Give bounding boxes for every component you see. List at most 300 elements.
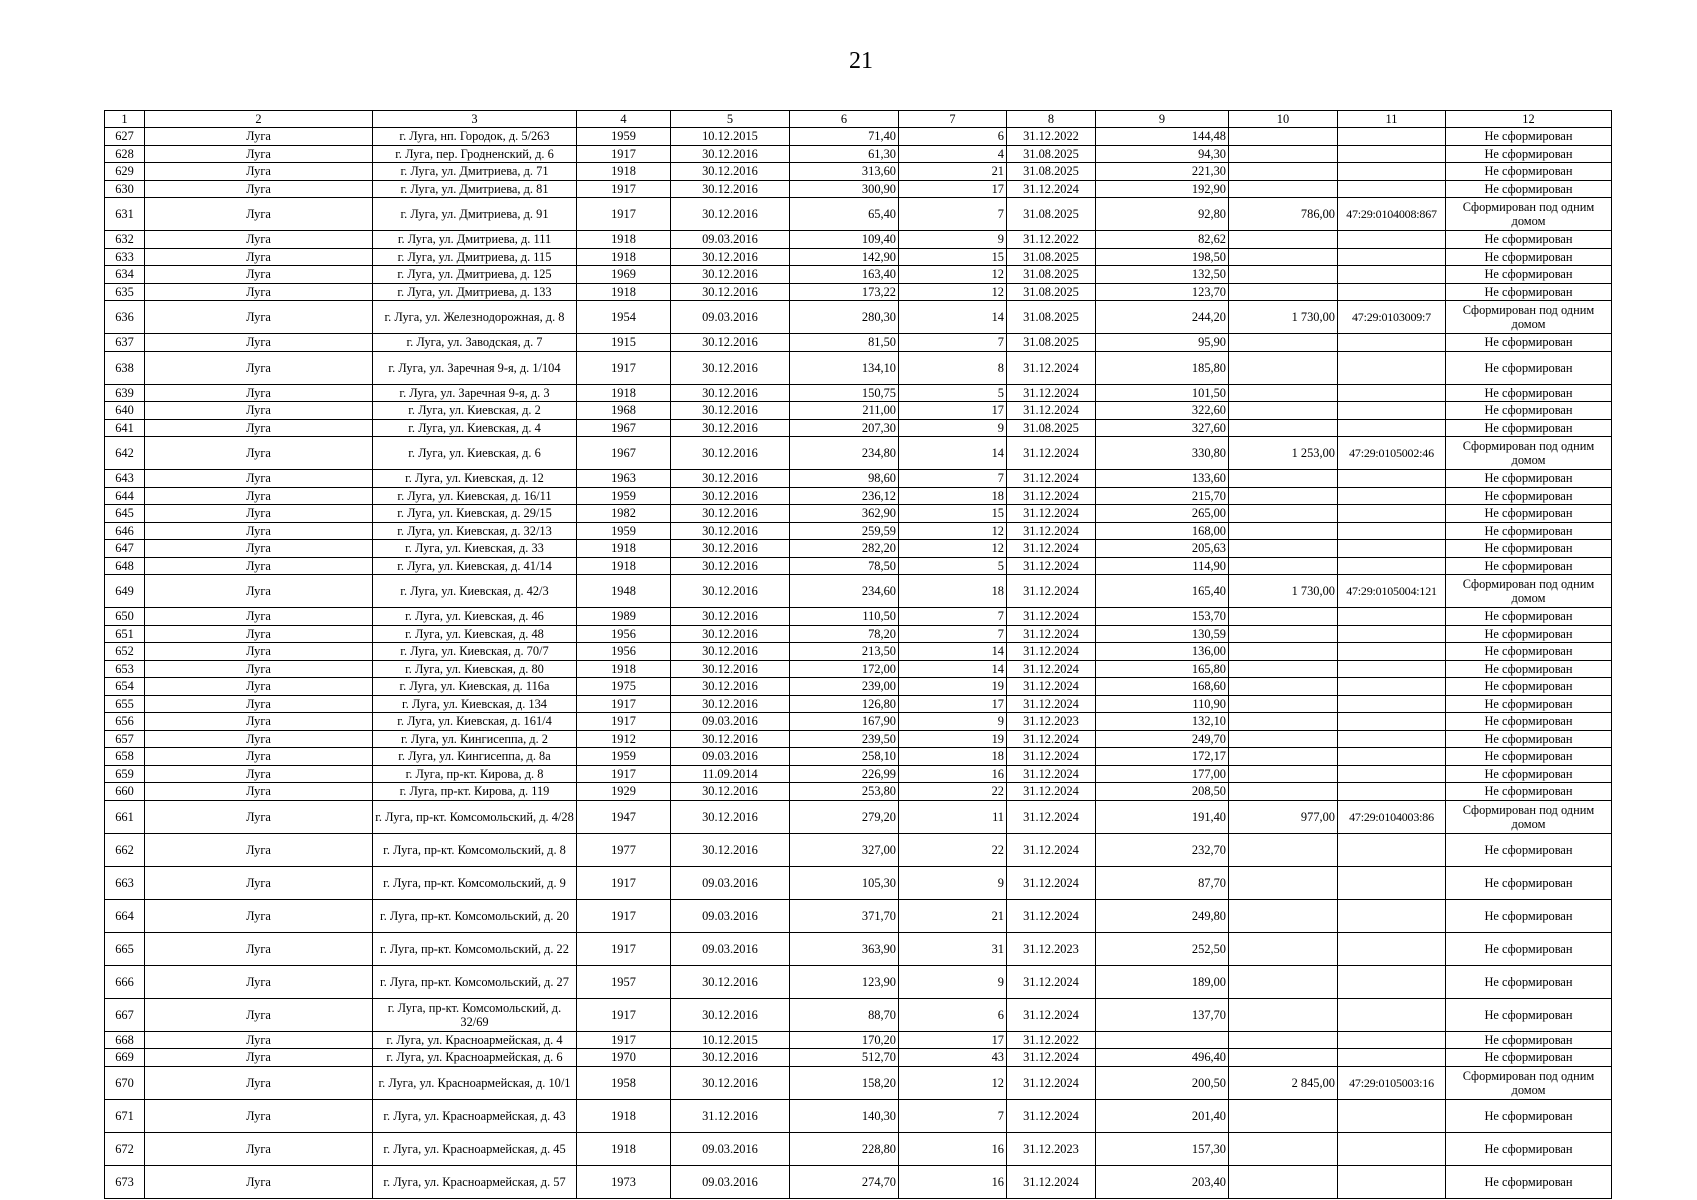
cell-address: г. Луга, ул. Дмитриева, д. 125 [373, 266, 577, 284]
cell-year-built: 1968 [577, 402, 671, 420]
cell-year-built: 1918 [577, 557, 671, 575]
cell-address: г. Луга, ул. Киевская, д. 116а [373, 678, 577, 696]
cell-value: 87,70 [1096, 866, 1229, 899]
cell-land-status: Не сформирован [1446, 1165, 1612, 1198]
cell-row-number: 642 [105, 437, 145, 470]
cell-area: 280,30 [790, 301, 899, 334]
cell-year-built: 1917 [577, 899, 671, 932]
column-header-2: 2 [145, 111, 373, 128]
cell-date: 30.12.2016 [671, 145, 790, 163]
cell-year-built: 1918 [577, 1099, 671, 1132]
cell-settlement: Луга [145, 1132, 373, 1165]
cell-deadline: 31.12.2024 [1007, 402, 1096, 420]
cell-land-area [1229, 643, 1338, 661]
table-row [105, 1099, 1612, 1132]
cell-value: 110,90 [1096, 695, 1229, 713]
cell-count: 5 [899, 557, 1007, 575]
table-row [105, 643, 1612, 661]
cell-land-area [1229, 505, 1338, 523]
cell-count: 18 [899, 575, 1007, 608]
cell-value: 208,50 [1096, 783, 1229, 801]
table-row [105, 1066, 1612, 1099]
cell-cadastral-number [1338, 557, 1446, 575]
cell-area: 228,80 [790, 1132, 899, 1165]
cell-deadline: 31.12.2024 [1007, 540, 1096, 558]
cell-land-area [1229, 231, 1338, 249]
cell-deadline: 31.12.2023 [1007, 713, 1096, 731]
cell-land-status: Не сформирован [1446, 866, 1612, 899]
cell-deadline: 31.12.2024 [1007, 180, 1096, 198]
cell-land-status: Не сформирован [1446, 419, 1612, 437]
cell-address: г. Луга, ул. Киевская, д. 80 [373, 660, 577, 678]
cell-address: г. Луга, ул. Киевская, д. 33 [373, 540, 577, 558]
table-row [105, 437, 1612, 470]
table-row [105, 748, 1612, 766]
cell-land-status: Не сформирован [1446, 625, 1612, 643]
cell-land-status: Не сформирован [1446, 384, 1612, 402]
cell-land-area: 1 730,00 [1229, 575, 1338, 608]
cell-address: г. Луга, ул. Киевская, д. 2 [373, 402, 577, 420]
cell-count: 8 [899, 351, 1007, 384]
cell-cadastral-number [1338, 1031, 1446, 1049]
cell-deadline: 31.12.2024 [1007, 965, 1096, 998]
cell-value: 192,90 [1096, 180, 1229, 198]
cell-address: г. Луга, ул. Красноармейская, д. 57 [373, 1165, 577, 1198]
cell-year-built: 1917 [577, 198, 671, 231]
cell-year-built: 1918 [577, 163, 671, 181]
cell-row-number: 671 [105, 1099, 145, 1132]
cell-count: 9 [899, 419, 1007, 437]
cell-area: 142,90 [790, 248, 899, 266]
cell-area: 134,10 [790, 351, 899, 384]
cell-cadastral-number [1338, 695, 1446, 713]
cell-count: 7 [899, 470, 1007, 488]
table-row [105, 575, 1612, 608]
cell-land-area: 1 253,00 [1229, 437, 1338, 470]
cell-row-number: 635 [105, 283, 145, 301]
cell-date: 30.12.2016 [671, 678, 790, 696]
cell-row-number: 670 [105, 1066, 145, 1099]
cell-row-number: 653 [105, 660, 145, 678]
cell-settlement: Луга [145, 695, 373, 713]
cell-land-status: Не сформирован [1446, 402, 1612, 420]
cell-deadline: 31.12.2024 [1007, 351, 1096, 384]
cell-area: 207,30 [790, 419, 899, 437]
cell-deadline: 31.12.2024 [1007, 625, 1096, 643]
cell-count: 15 [899, 505, 1007, 523]
cell-date: 30.12.2016 [671, 1066, 790, 1099]
cell-count: 12 [899, 540, 1007, 558]
cell-count: 17 [899, 695, 1007, 713]
cell-date: 30.12.2016 [671, 557, 790, 575]
table-row [105, 1165, 1612, 1198]
table-row [105, 487, 1612, 505]
cell-count: 9 [899, 965, 1007, 998]
column-header-6: 6 [790, 111, 899, 128]
cell-deadline: 31.12.2024 [1007, 695, 1096, 713]
cell-row-number: 636 [105, 301, 145, 334]
cell-settlement: Луга [145, 730, 373, 748]
cell-settlement: Луга [145, 833, 373, 866]
cell-row-number: 666 [105, 965, 145, 998]
cell-row-number: 659 [105, 765, 145, 783]
cell-address: г. Луга, ул. Красноармейская, д. 6 [373, 1049, 577, 1067]
cell-date: 30.12.2016 [671, 695, 790, 713]
cell-deadline: 31.08.2025 [1007, 163, 1096, 181]
cell-year-built: 1917 [577, 765, 671, 783]
cell-row-number: 669 [105, 1049, 145, 1067]
cell-land-status: Не сформирован [1446, 505, 1612, 523]
cell-year-built: 1917 [577, 866, 671, 899]
cell-cadastral-number [1338, 1165, 1446, 1198]
cell-land-status: Не сформирован [1446, 833, 1612, 866]
cell-count: 17 [899, 1031, 1007, 1049]
cell-settlement: Луга [145, 783, 373, 801]
cell-cadastral-number [1338, 522, 1446, 540]
cell-date: 30.12.2016 [671, 505, 790, 523]
cell-area: 213,50 [790, 643, 899, 661]
cell-value: 200,50 [1096, 1066, 1229, 1099]
cell-address: г. Луга, ул. Киевская, д. 42/3 [373, 575, 577, 608]
cell-date: 09.03.2016 [671, 748, 790, 766]
table-row [105, 783, 1612, 801]
cell-row-number: 663 [105, 866, 145, 899]
table-row [105, 932, 1612, 965]
table-row [105, 198, 1612, 231]
cell-date: 30.12.2016 [671, 248, 790, 266]
column-header-1: 1 [105, 111, 145, 128]
cell-settlement: Луга [145, 1049, 373, 1067]
cell-settlement: Луга [145, 1066, 373, 1099]
table-row [105, 765, 1612, 783]
cell-cadastral-number: 47:29:0105003:16 [1338, 1066, 1446, 1099]
cell-value: 249,80 [1096, 899, 1229, 932]
cell-land-area [1229, 965, 1338, 998]
cell-address: г. Луга, пр-кт. Комсомольский, д. 8 [373, 833, 577, 866]
cell-count: 16 [899, 765, 1007, 783]
cell-area: 512,70 [790, 1049, 899, 1067]
cell-address: г. Луга, ул. Киевская, д. 48 [373, 625, 577, 643]
cell-address: г. Луга, ул. Киевская, д. 41/14 [373, 557, 577, 575]
cell-land-area [1229, 522, 1338, 540]
cell-row-number: 627 [105, 128, 145, 146]
cell-cadastral-number [1338, 180, 1446, 198]
cell-cadastral-number [1338, 1049, 1446, 1067]
cell-land-status: Не сформирован [1446, 660, 1612, 678]
cell-area: 98,60 [790, 470, 899, 488]
cell-cadastral-number [1338, 765, 1446, 783]
cell-deadline: 31.12.2024 [1007, 1165, 1096, 1198]
cell-address: г. Луга, ул. Дмитриева, д. 71 [373, 163, 577, 181]
cell-row-number: 648 [105, 557, 145, 575]
cell-value: 168,60 [1096, 678, 1229, 696]
cell-row-number: 640 [105, 402, 145, 420]
cell-cadastral-number [1338, 145, 1446, 163]
cell-row-number: 643 [105, 470, 145, 488]
cell-deadline: 31.12.2024 [1007, 998, 1096, 1031]
cell-land-area [1229, 678, 1338, 696]
cell-date: 09.03.2016 [671, 231, 790, 249]
cell-land-area [1229, 748, 1338, 766]
cell-land-area [1229, 1165, 1338, 1198]
cell-value: 201,40 [1096, 1099, 1229, 1132]
cell-land-status: Не сформирован [1446, 998, 1612, 1031]
cell-cadastral-number [1338, 283, 1446, 301]
table-row [105, 384, 1612, 402]
cell-land-area [1229, 384, 1338, 402]
cell-date: 11.09.2014 [671, 765, 790, 783]
cell-date: 30.12.2016 [671, 522, 790, 540]
cell-cadastral-number [1338, 608, 1446, 626]
cell-year-built: 1959 [577, 487, 671, 505]
cell-address: г. Луга, ул. Киевская, д. 134 [373, 695, 577, 713]
cell-row-number: 634 [105, 266, 145, 284]
cell-count: 12 [899, 283, 1007, 301]
table-row [105, 557, 1612, 575]
cell-cadastral-number: 47:29:0105002:46 [1338, 437, 1446, 470]
cell-cadastral-number [1338, 470, 1446, 488]
cell-year-built: 1967 [577, 437, 671, 470]
cell-date: 30.12.2016 [671, 575, 790, 608]
cell-year-built: 1977 [577, 833, 671, 866]
cell-count: 19 [899, 678, 1007, 696]
cell-settlement: Луга [145, 248, 373, 266]
cell-count: 21 [899, 899, 1007, 932]
cell-land-area [1229, 351, 1338, 384]
cell-value: 205,63 [1096, 540, 1229, 558]
cell-year-built: 1917 [577, 998, 671, 1031]
cell-deadline: 31.12.2024 [1007, 608, 1096, 626]
cell-area: 279,20 [790, 800, 899, 833]
cell-land-status: Не сформирован [1446, 643, 1612, 661]
cell-land-area [1229, 730, 1338, 748]
cell-deadline: 31.12.2024 [1007, 643, 1096, 661]
table-row [105, 540, 1612, 558]
cell-land-status: Не сформирован [1446, 932, 1612, 965]
cell-address: г. Луга, ул. Киевская, д. 32/13 [373, 522, 577, 540]
cell-address: г. Луга, ул. Красноармейская, д. 4 [373, 1031, 577, 1049]
cell-land-status: Не сформирован [1446, 783, 1612, 801]
table-row [105, 1031, 1612, 1049]
cell-deadline: 31.12.2024 [1007, 678, 1096, 696]
cell-address: г. Луга, ул. Заречная 9-я, д. 1/104 [373, 351, 577, 384]
cell-value: 215,70 [1096, 487, 1229, 505]
column-header-8: 8 [1007, 111, 1096, 128]
table-row [105, 248, 1612, 266]
cell-count: 9 [899, 713, 1007, 731]
cell-date: 10.12.2015 [671, 1031, 790, 1049]
cell-address: г. Луга, ул. Киевская, д. 161/4 [373, 713, 577, 731]
cell-date: 09.03.2016 [671, 1165, 790, 1198]
cell-row-number: 651 [105, 625, 145, 643]
cell-deadline: 31.08.2025 [1007, 248, 1096, 266]
cell-year-built: 1954 [577, 301, 671, 334]
cell-settlement: Луга [145, 660, 373, 678]
cell-deadline: 31.12.2024 [1007, 1066, 1096, 1099]
cell-settlement: Луга [145, 198, 373, 231]
cell-year-built: 1957 [577, 965, 671, 998]
cell-cadastral-number [1338, 487, 1446, 505]
cell-deadline: 31.12.2024 [1007, 575, 1096, 608]
cell-value: 330,80 [1096, 437, 1229, 470]
cell-count: 7 [899, 334, 1007, 352]
table-row [105, 965, 1612, 998]
cell-address: г. Луга, пр-кт. Комсомольский, д. 22 [373, 932, 577, 965]
table-row [105, 1132, 1612, 1165]
table-row [105, 695, 1612, 713]
cell-count: 5 [899, 384, 1007, 402]
cell-count: 14 [899, 437, 1007, 470]
cell-date: 31.12.2016 [671, 1099, 790, 1132]
cell-value: 249,70 [1096, 730, 1229, 748]
cell-cadastral-number [1338, 932, 1446, 965]
cell-year-built: 1918 [577, 283, 671, 301]
cell-settlement: Луга [145, 713, 373, 731]
cell-cadastral-number [1338, 384, 1446, 402]
cell-address: г. Луга, пр-кт. Комсомольский, д. 27 [373, 965, 577, 998]
cell-year-built: 1917 [577, 351, 671, 384]
cell-year-built: 1918 [577, 384, 671, 402]
cell-deadline: 31.12.2024 [1007, 833, 1096, 866]
cell-year-built: 1918 [577, 248, 671, 266]
cell-area: 274,70 [790, 1165, 899, 1198]
cell-land-area [1229, 833, 1338, 866]
cell-year-built: 1959 [577, 128, 671, 146]
table-row [105, 231, 1612, 249]
table-row [105, 283, 1612, 301]
cell-land-status: Сформирован под одним домом [1446, 301, 1612, 334]
cell-area: 81,50 [790, 334, 899, 352]
cell-address: г. Луга, ул. Киевская, д. 46 [373, 608, 577, 626]
cell-row-number: 657 [105, 730, 145, 748]
cell-value: 265,00 [1096, 505, 1229, 523]
cell-land-status: Сформирован под одним домом [1446, 800, 1612, 833]
cell-settlement: Луга [145, 608, 373, 626]
cell-value: 95,90 [1096, 334, 1229, 352]
cell-value: 101,50 [1096, 384, 1229, 402]
cell-address: г. Луга, пр-кт. Комсомольский, д. 32/69 [373, 998, 577, 1031]
cell-settlement: Луга [145, 283, 373, 301]
cell-row-number: 664 [105, 899, 145, 932]
cell-settlement: Луга [145, 625, 373, 643]
cell-settlement: Луга [145, 1031, 373, 1049]
cell-area: 234,60 [790, 575, 899, 608]
cell-land-status: Не сформирован [1446, 713, 1612, 731]
cell-cadastral-number [1338, 231, 1446, 249]
cell-land-status: Не сформирован [1446, 163, 1612, 181]
cell-cadastral-number [1338, 1132, 1446, 1165]
cell-deadline: 31.12.2024 [1007, 487, 1096, 505]
cell-count: 12 [899, 522, 1007, 540]
cell-settlement: Луга [145, 180, 373, 198]
cell-value: 327,60 [1096, 419, 1229, 437]
cell-date: 30.12.2016 [671, 540, 790, 558]
cell-cadastral-number [1338, 783, 1446, 801]
cell-value: 322,60 [1096, 402, 1229, 420]
cell-year-built: 1967 [577, 419, 671, 437]
cell-date: 30.12.2016 [671, 283, 790, 301]
table-row [105, 899, 1612, 932]
cell-year-built: 1969 [577, 266, 671, 284]
cell-address: г. Луга, ул. Дмитриева, д. 133 [373, 283, 577, 301]
cell-area: 158,20 [790, 1066, 899, 1099]
cell-address: г. Луга, ул. Заречная 9-я, д. 3 [373, 384, 577, 402]
cell-area: 234,80 [790, 437, 899, 470]
cell-land-area [1229, 470, 1338, 488]
cell-settlement: Луга [145, 1099, 373, 1132]
cell-date: 30.12.2016 [671, 402, 790, 420]
cell-address: г. Луга, ул. Киевская, д. 16/11 [373, 487, 577, 505]
cell-address: г. Луга, пр-кт. Комсомольский, д. 4/28 [373, 800, 577, 833]
housing-registry-table [104, 110, 1612, 1199]
cell-land-area [1229, 180, 1338, 198]
table-row [105, 625, 1612, 643]
cell-deadline: 31.12.2024 [1007, 384, 1096, 402]
cell-area: 362,90 [790, 505, 899, 523]
cell-cadastral-number [1338, 998, 1446, 1031]
cell-area: 163,40 [790, 266, 899, 284]
cell-value [1096, 1031, 1229, 1049]
cell-year-built: 1917 [577, 145, 671, 163]
cell-year-built: 1929 [577, 783, 671, 801]
column-header-11: 11 [1338, 111, 1446, 128]
cell-cadastral-number [1338, 748, 1446, 766]
cell-area: 105,30 [790, 866, 899, 899]
column-header-9: 9 [1096, 111, 1229, 128]
cell-value: 92,80 [1096, 198, 1229, 231]
cell-year-built: 1917 [577, 932, 671, 965]
cell-cadastral-number [1338, 678, 1446, 696]
cell-count: 17 [899, 402, 1007, 420]
cell-count: 7 [899, 625, 1007, 643]
cell-year-built: 1912 [577, 730, 671, 748]
cell-settlement: Луга [145, 437, 373, 470]
cell-settlement: Луга [145, 765, 373, 783]
cell-cadastral-number: 47:29:0104008:867 [1338, 198, 1446, 231]
cell-deadline: 31.12.2024 [1007, 748, 1096, 766]
cell-land-status: Не сформирован [1446, 128, 1612, 146]
cell-count: 9 [899, 866, 1007, 899]
cell-deadline: 31.12.2022 [1007, 231, 1096, 249]
cell-date: 09.03.2016 [671, 713, 790, 731]
cell-count: 4 [899, 145, 1007, 163]
cell-land-status: Не сформирован [1446, 248, 1612, 266]
cell-land-status: Сформирован под одним домом [1446, 198, 1612, 231]
cell-date: 30.12.2016 [671, 800, 790, 833]
cell-count: 31 [899, 932, 1007, 965]
cell-date: 09.03.2016 [671, 932, 790, 965]
cell-value: 123,70 [1096, 283, 1229, 301]
cell-value: 137,70 [1096, 998, 1229, 1031]
cell-area: 65,40 [790, 198, 899, 231]
cell-settlement: Луга [145, 487, 373, 505]
cell-area: 363,90 [790, 932, 899, 965]
cell-land-area: 977,00 [1229, 800, 1338, 833]
cell-land-status: Не сформирован [1446, 748, 1612, 766]
column-header-7: 7 [899, 111, 1007, 128]
cell-date: 30.12.2016 [671, 180, 790, 198]
cell-area: 226,99 [790, 765, 899, 783]
cell-settlement: Луга [145, 266, 373, 284]
cell-value: 232,70 [1096, 833, 1229, 866]
cell-cadastral-number [1338, 351, 1446, 384]
cell-area: 313,60 [790, 163, 899, 181]
cell-row-number: 645 [105, 505, 145, 523]
cell-area: 61,30 [790, 145, 899, 163]
column-header-12: 12 [1446, 111, 1612, 128]
cell-value: 198,50 [1096, 248, 1229, 266]
cell-land-area [1229, 713, 1338, 731]
